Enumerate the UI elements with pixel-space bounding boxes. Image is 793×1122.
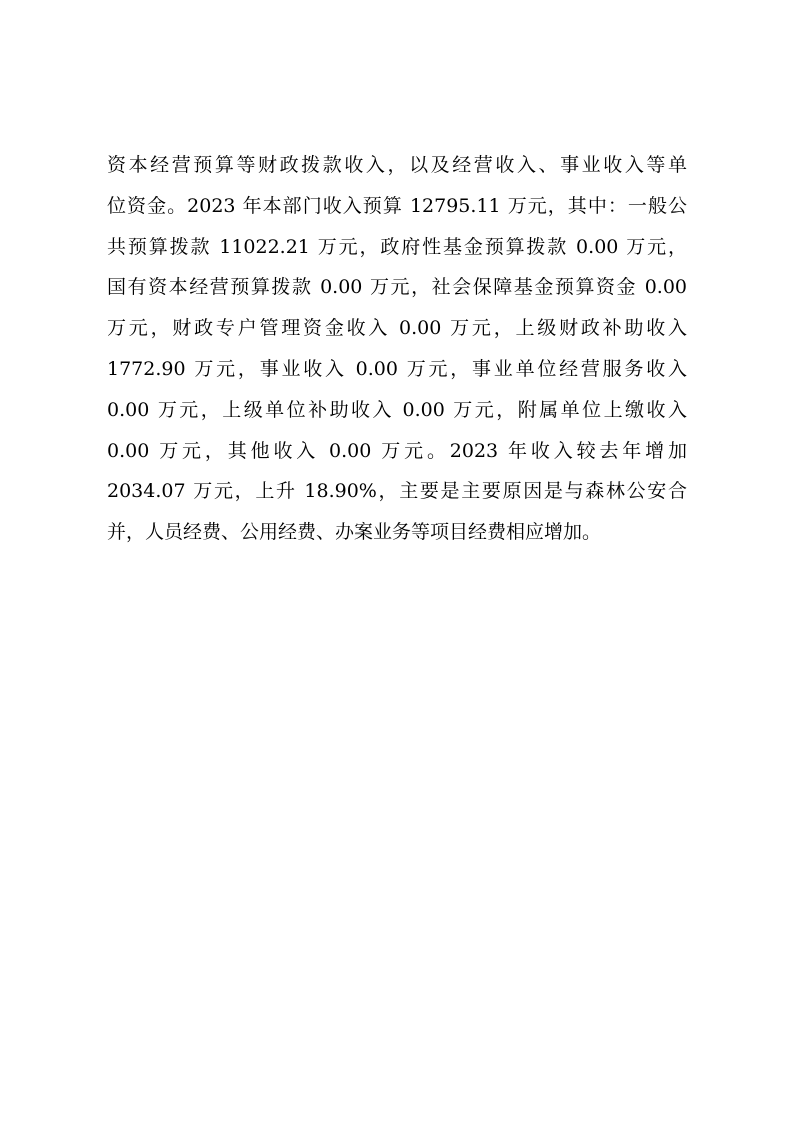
paragraph-line: 共预算拨款 11022.21 万元，政府性基金预算拨款 0.00 万元， <box>107 235 687 258</box>
paragraph-line: 位资金。2023 年本部门收入预算 12795.11 万元，其中：一般公 <box>107 194 687 217</box>
body-paragraph <box>107 145 687 553</box>
paragraph-line: 0.00 万元，其他收入 0.00 万元。2023 年收入较去年增加 <box>107 439 687 462</box>
paragraph-line: 1772.90 万元，事业收入 0.00 万元，事业单位经营服务收入 <box>107 357 687 380</box>
paragraph-line: 万元，财政专户管理资金收入 0.00 万元，上级财政补助收入 <box>107 317 687 340</box>
paragraph-line: 0.00 万元，上级单位补助收入 0.00 万元，附属单位上缴收入 <box>107 398 687 421</box>
paragraph-line: 并，人员经费、公用经费、办案业务等项目经费相应增加。 <box>107 521 602 544</box>
paragraph-line: 国有资本经营预算拨款 0.00 万元，社会保障基金预算资金 0.00 <box>107 276 687 299</box>
paragraph-line: 2034.07 万元，上升 18.90%，主要是主要原因是与森林公安合 <box>107 480 687 503</box>
paragraph-line: 资本经营预算等财政拨款收入，以及经营收入、事业收入等单 <box>107 154 687 176</box>
